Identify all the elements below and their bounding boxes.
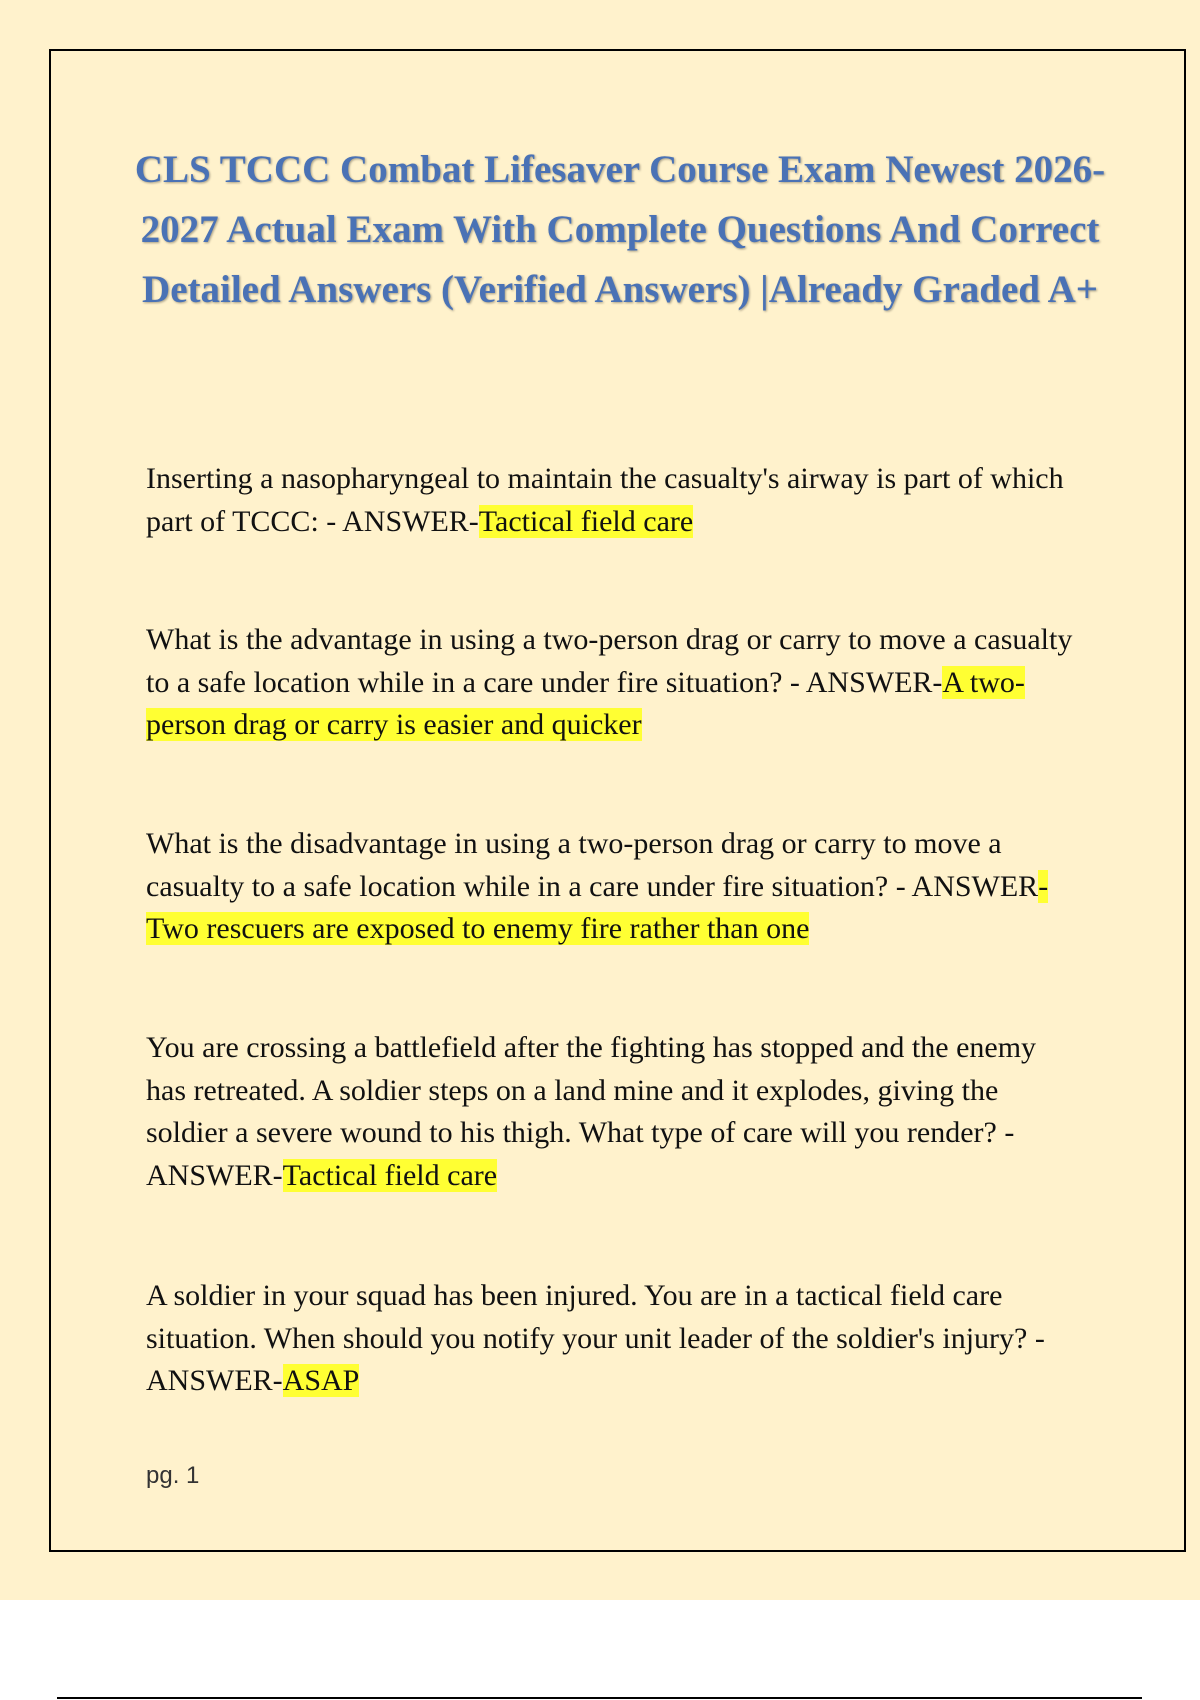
bottom-divider	[57, 1697, 1142, 1699]
answer-highlight: -Two rescuers are exposed to enemy fire rather than one	[146, 869, 1049, 945]
question-text: Inserting a nasopharyngeal to maintain the casualty's airway is part of which part of TCCC: - ANSWER-	[146, 462, 1064, 538]
qa-item	[146, 1275, 1076, 1403]
question-text: You are crossing a battlefield after the fighting has stopped and the enemy has retreated. A soldier steps on a land mine and it explodes, giving the soldier a severe wound to his thigh. What type of care will you render? - ANSWER-	[146, 1031, 1037, 1192]
page-number: pg. 1	[146, 1462, 200, 1489]
answer-highlight: Tactical field care	[282, 1158, 498, 1192]
question-text: What is the disadvantage in using a two-person drag or carry to move a casualty to a safe location while in a care under fire situation? - ANSWER	[146, 827, 1039, 903]
answer-highlight: A two-person drag or carry is easier and quicker	[146, 665, 1025, 741]
question-text: What is the advantage in using a two-person drag or carry to move a casualty to a safe location while in a care under fire situation? - ANSWER-	[146, 623, 1073, 699]
document-title: CLS TCCC Combat Lifesaver Course Exam Newest 2026-2027 Actual Exam With Complete Questions And Correct Detailed Answers (Verified Answers) |Already Graded A+	[134, 148, 1106, 311]
question-text: A soldier in your squad has been injured. You are in a tactical field care situation. When should you notify your unit leader of the soldier's injury? - ANSWER-	[146, 1279, 1045, 1397]
answer-highlight: Tactical field care	[478, 504, 694, 538]
answer-highlight: ASAP	[282, 1364, 360, 1397]
qa-item	[146, 458, 1076, 543]
qa-item	[146, 1027, 1076, 1197]
qa-item	[146, 619, 1076, 747]
qa-item	[146, 823, 1076, 951]
